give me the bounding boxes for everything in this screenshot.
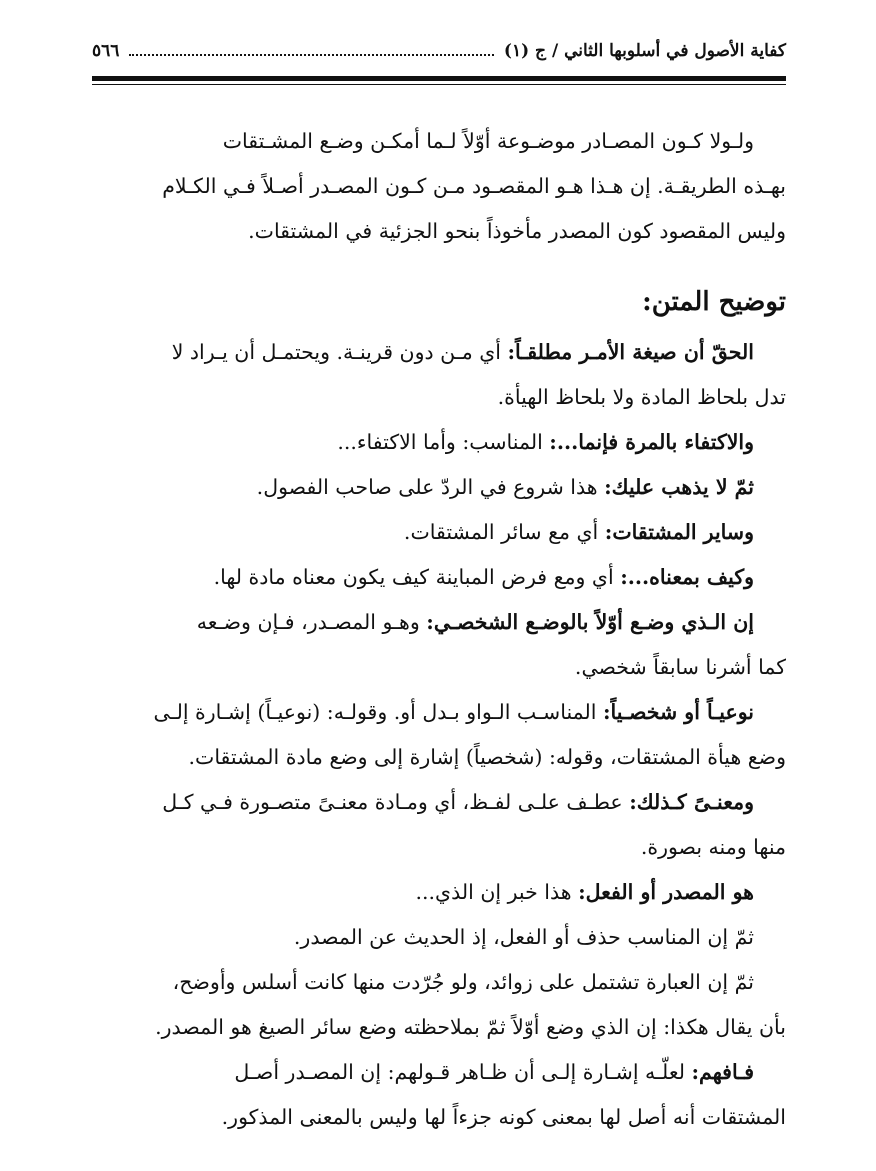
entry-gloss: هذا شروع في الردّ على صاحب الفصول.: [256, 475, 605, 499]
entry-gloss: كما أشرنا سابقاً شخصي.: [574, 655, 786, 679]
entry-line: [92, 555, 786, 600]
entry-line: [92, 420, 786, 465]
entry-line: [92, 960, 786, 1005]
page-number: ٥٦٦: [92, 41, 120, 61]
entry-line: [92, 690, 786, 735]
page-body: [92, 119, 786, 1140]
entry-gloss: وهـو المصـدر، فـإن وضـعه: [196, 610, 427, 634]
entry-gloss: بأن يقال هكذا: إن الذي وضع أوّلاً ثمّ بملاحظته وضع سائر الصيغ هو المصدر.: [155, 1015, 786, 1039]
entry-lemma: فـافهم:: [691, 1060, 754, 1084]
entry-line: [92, 510, 786, 555]
entry-line: [92, 870, 786, 915]
entry-line: [92, 645, 786, 690]
entry-gloss: ثمّ إن المناسب حذف أو الفعل، إذ الحديث عن المصدر.: [293, 925, 754, 949]
entry-line: [92, 465, 786, 510]
entry-gloss: أي مع سائر المشتقات.: [403, 520, 605, 544]
entry-lemma: هو المصدر أو الفعل:: [578, 880, 754, 904]
entry-gloss: أي مـن دون قرينـة. ويحتمـل أن يـراد لا: [171, 340, 508, 364]
entry-line: [92, 330, 786, 375]
entry-gloss: هذا خبر إن الذي...: [415, 880, 579, 904]
header-rule-thin: [92, 84, 786, 85]
entry-gloss: وضع هيأة المشتقات، وقوله: (شخصياً) إشارة إلى وضع مادة المشتقات.: [188, 745, 786, 769]
entry-line: [92, 780, 786, 825]
entry-lemma: ومعنـىً كـذلك:: [629, 790, 754, 814]
entry-gloss: عطـف علـى لفـظ، أي ومـادة معنـىً متصـورة فـي كـل: [162, 790, 630, 814]
entry-gloss: المشتقات أنه أصل لها بمعنى كونه جزءاً لها وليس بالمعنى المذكور.: [221, 1105, 786, 1129]
entry-line: [92, 1005, 786, 1050]
entry-gloss: تدل بلحاظ المادة ولا بلحاظ الهيأة.: [497, 385, 786, 409]
entry-line: [92, 600, 786, 645]
entry-gloss: منها ومنه بصورة.: [640, 835, 786, 859]
entry-line: [92, 735, 786, 780]
entry-lemma: ثمّ لا يذهب عليك:: [604, 475, 754, 499]
running-header: [92, 40, 786, 70]
entry-lemma: والاكتفاء بالمرة فإنما...:: [549, 430, 754, 454]
entry-lemma: إن الـذي وضـع أوّلاً بالوضـع الشخصـي:: [426, 610, 754, 634]
entry-line: [92, 1050, 786, 1095]
entry-lemma: الحقّ أن صيغة الأمـر مطلقـاً:: [507, 340, 754, 364]
intro-line: وليس المقصود كون المصدر مأخوذاً بنحو الجزئية في المشتقات.: [248, 219, 786, 243]
entry-line: [92, 915, 786, 960]
entry-line: [92, 1095, 786, 1140]
entry-line: [92, 375, 786, 420]
header-rule-thick: [92, 76, 786, 81]
intro-line: ولـولا كـون المصـادر موضـوعة أوّلاً لـما أمكـن وضـع المشـتقات: [222, 129, 754, 153]
entry-lemma: نوعيـاً أو شخصـياً:: [602, 700, 754, 724]
entry-lemma: وكيف بمعناه...:: [620, 565, 754, 589]
entry-gloss: أي ومع فرض المباينة كيف يكون معناه مادة لها.: [213, 565, 621, 589]
entry-gloss: المناسـب الـواو بـدل أو. وقولـه: (نوعيـاً) إشـارة إلـى: [153, 700, 603, 724]
intro-line: بهـذه الطريقـة. إن هـذا هـو المقصـود مـن كـون المصـدر أصـلاً فـي الكـلام: [162, 174, 786, 198]
entry-gloss: ثمّ إن العبارة تشتمل على زوائد، ولو جُرّدت منها كانت أسلس وأوضح،: [172, 970, 754, 994]
document-page: [92, 40, 786, 1140]
entry-gloss: المناسب: وأما الاكتفاء...: [337, 430, 550, 454]
entry-lemma: وساير المشتقات:: [604, 520, 754, 544]
entry-gloss: لعلّـه إشـارة إلـى أن ظـاهر قـولهم: إن المصـدر أصـل: [234, 1060, 692, 1084]
leader-dots: [129, 40, 494, 56]
book-title: كفاية الأصول في أسلوبها الثاني / ج (١): [503, 41, 786, 61]
section-title: توضيح المتن:: [642, 287, 786, 317]
entry-line: [92, 825, 786, 870]
